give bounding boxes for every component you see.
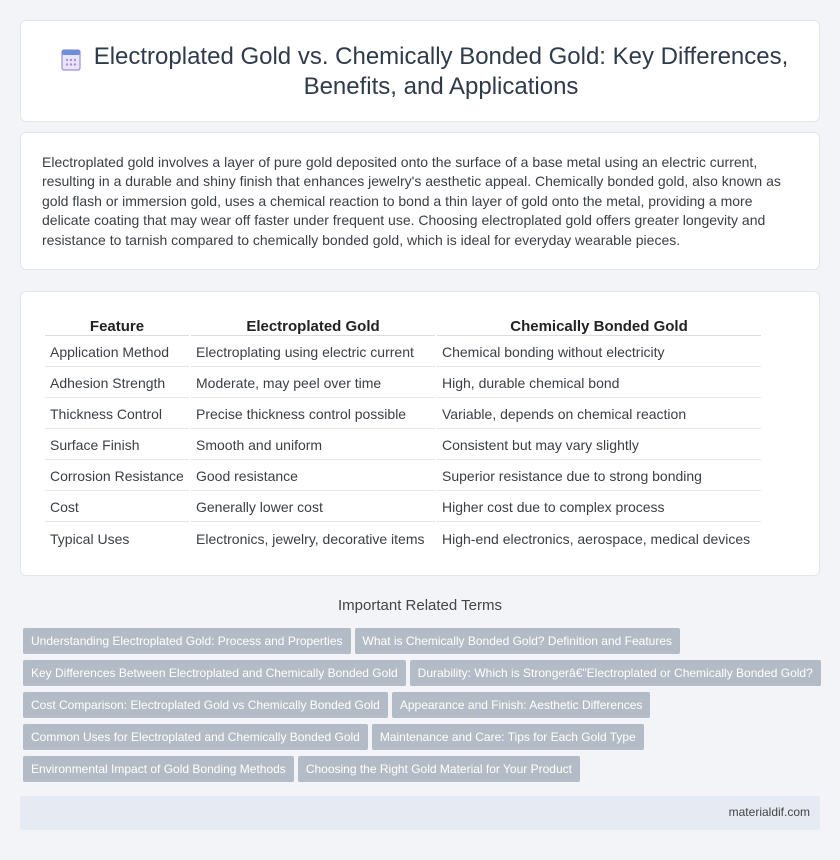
table-cell: Electronics, jewelry, decorative items xyxy=(196,530,425,547)
table-cell: Variable, depends on chemical reaction xyxy=(437,400,761,429)
column-header-feature: Feature xyxy=(45,318,189,336)
related-term-link[interactable]: Choosing the Right Gold Material for Your Product xyxy=(298,756,580,782)
footer-site-link[interactable]: materialdif.com xyxy=(728,805,810,819)
related-term-link[interactable]: Durability: Which is Strongerâ€"Electroplated or Chemically Bonded Gold? xyxy=(410,660,821,686)
table-cell: High, durable chemical bond xyxy=(437,369,761,398)
table-row xyxy=(45,400,761,429)
related-term-link[interactable]: What is Chemically Bonded Gold? Definition and Features xyxy=(355,628,681,654)
column-header-chemically-bonded: Chemically Bonded Gold xyxy=(437,318,761,336)
table-cell: Typical Uses xyxy=(50,530,130,547)
table-cell: Electroplating using electric current xyxy=(191,338,435,367)
table-header-row xyxy=(45,318,761,336)
related-term-link[interactable]: Key Differences Between Electroplated and Chemically Bonded Gold xyxy=(23,660,406,686)
related-term-link[interactable]: Cost Comparison: Electroplated Gold vs Chemically Bonded Gold xyxy=(23,692,388,718)
table-cell: Smooth and uniform xyxy=(191,431,435,460)
table-cell: Corrosion Resistance xyxy=(45,462,189,491)
related-term-link[interactable]: Appearance and Finish: Aesthetic Differences xyxy=(392,692,651,718)
related-term-link[interactable]: Environmental Impact of Gold Bonding Methods xyxy=(23,756,294,782)
table-cell: Chemical bonding without electricity xyxy=(437,338,761,367)
header-card xyxy=(20,20,820,122)
comparison-table xyxy=(43,316,763,555)
table-cell: Consistent but may vary slightly xyxy=(437,431,761,460)
table-row xyxy=(45,524,761,553)
table-row xyxy=(45,462,761,491)
related-term-link[interactable]: Maintenance and Care: Tips for Each Gold Type xyxy=(372,724,644,750)
table-row xyxy=(45,431,761,460)
table-cell: Good resistance xyxy=(191,462,435,491)
table-cell: Application Method xyxy=(45,338,189,367)
table-row xyxy=(45,369,761,398)
table-cell: Superior resistance due to strong bonding xyxy=(437,462,761,491)
table-cell: Cost xyxy=(45,493,189,522)
table-cell: Moderate, may peel over time xyxy=(191,369,435,398)
comparison-table-card xyxy=(20,291,820,576)
intro-card xyxy=(20,132,820,270)
table-cell: Higher cost due to complex process xyxy=(437,493,761,522)
related-terms-heading: Important Related Terms xyxy=(338,597,502,614)
related-terms-list xyxy=(23,628,823,788)
related-term-link[interactable]: Understanding Electroplated Gold: Process and Properties xyxy=(23,628,351,654)
table-cell: Generally lower cost xyxy=(191,493,435,522)
page-title: Electroplated Gold vs. Chemically Bonded Gold: Key Differences, Benefits, and Applications xyxy=(93,43,789,100)
column-header-electroplated: Electroplated Gold xyxy=(191,318,435,336)
table-cell: Surface Finish xyxy=(45,431,189,460)
related-term-link[interactable]: Common Uses for Electroplated and Chemically Bonded Gold xyxy=(23,724,368,750)
table-cell: Adhesion Strength xyxy=(45,369,189,398)
table-cell: Precise thickness control possible xyxy=(191,400,435,429)
intro-paragraph: Electroplated gold involves a layer of pure gold deposited onto the surface of a base metal using an electric current, resulting in a durable and shiny finish that enhances jewelry's aesthetic appeal. Chemically bonded gold, also known as gold flash or immersion gold, uses a chemical reaction to bond a thin layer of gold onto the metal, providing a more delicate coating that may wear off faster under frequent use. Choosing electroplated gold offers greater longevity and resistance to tarnish compared to chemically bonded gold, which is ideal for everyday wearable pieces. xyxy=(42,154,781,248)
table-row xyxy=(45,493,761,522)
table-row xyxy=(45,338,761,367)
table-cell: Thickness Control xyxy=(45,400,189,429)
table-cell: High-end electronics, aerospace, medical devices xyxy=(442,530,751,547)
footer-bar xyxy=(20,796,820,830)
